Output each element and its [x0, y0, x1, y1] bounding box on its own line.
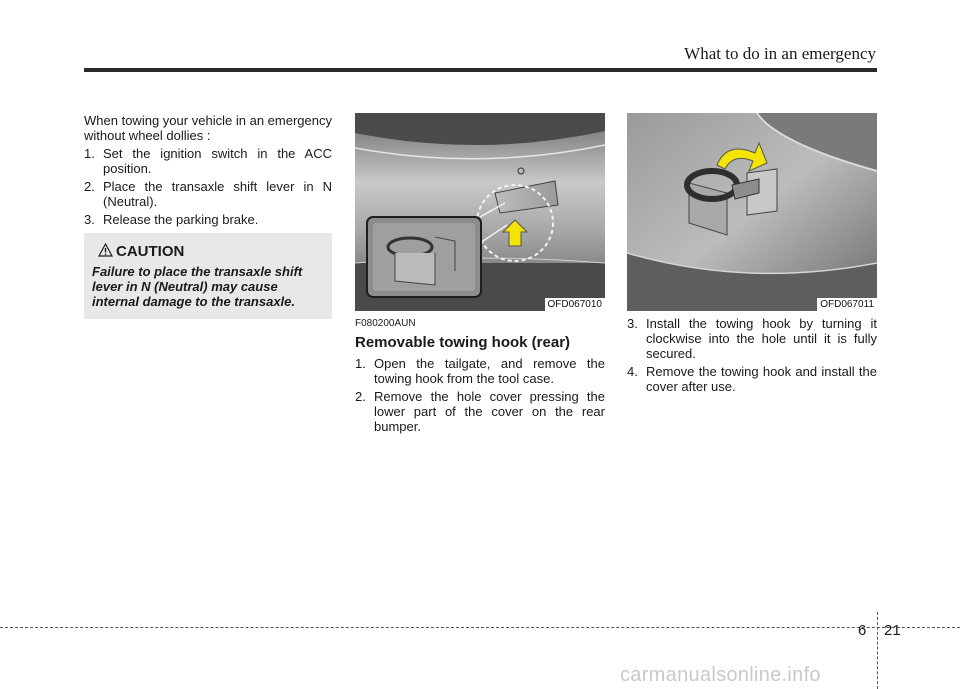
chapter-number: 6: [858, 622, 867, 639]
step-number: 3.: [627, 316, 638, 331]
step-number: 4.: [627, 364, 638, 379]
figure-code: OFD067010: [545, 298, 605, 311]
figure-hook-photo: [627, 113, 877, 311]
step-text: Set the ignition switch in the ACC position.: [103, 146, 332, 176]
caution-box: [84, 233, 332, 319]
section-heading: Removable towing hook (rear): [355, 334, 571, 351]
list-item: [355, 356, 605, 386]
list-item: [84, 146, 332, 176]
step-text: Open the tailgate, and remove the towing hook from the tool case.: [374, 356, 605, 386]
middle-column: [355, 316, 605, 437]
step-number: 3.: [84, 212, 95, 227]
list-item: [355, 389, 605, 434]
step-number: 1.: [84, 146, 95, 161]
step-text: Install the towing hook by turning it clockwise into the hole until it is fully secured.: [646, 316, 877, 361]
figure-code: OFD067011: [817, 298, 877, 311]
list-item: [84, 212, 332, 227]
step-number: 2.: [355, 389, 366, 404]
footer-rule: [0, 627, 960, 628]
figure-bumper-photo: [355, 113, 605, 311]
bumper-hole-cover-illustration: [355, 113, 605, 311]
step-number: 1.: [355, 356, 366, 371]
caution-title: CAUTION: [116, 243, 185, 260]
section-code: F080200AUN: [355, 318, 416, 329]
right-column: [627, 316, 877, 397]
footer-divider: [877, 612, 878, 689]
list-item: [627, 316, 877, 361]
running-header: What to do in an emergency: [684, 44, 876, 63]
step-text: Remove the hole cover pressing the lower part of the cover on the rear bumper.: [374, 389, 605, 434]
left-column: [84, 113, 332, 230]
header-rule: [84, 68, 877, 72]
list-item: [627, 364, 877, 394]
step-text: Remove the towing hook and install the cover after use.: [646, 364, 877, 394]
caution-text: Failure to place the transaxle shift lever in N (Neutral) may cause internal damage to the transaxle.: [92, 264, 303, 309]
warning-triangle-icon: [98, 243, 113, 257]
intro-text: When towing your vehicle in an emergency without wheel dollies :: [84, 113, 332, 143]
page-number: 21: [884, 622, 901, 639]
towing-hook-install-illustration: [627, 113, 877, 311]
step-text: Place the transaxle shift lever in N (Neutral).: [103, 179, 332, 209]
watermark: carmanualsonline.info: [620, 664, 821, 686]
step-text: Release the parking brake.: [103, 212, 259, 227]
step-number: 2.: [84, 179, 95, 194]
list-item: [84, 179, 332, 209]
